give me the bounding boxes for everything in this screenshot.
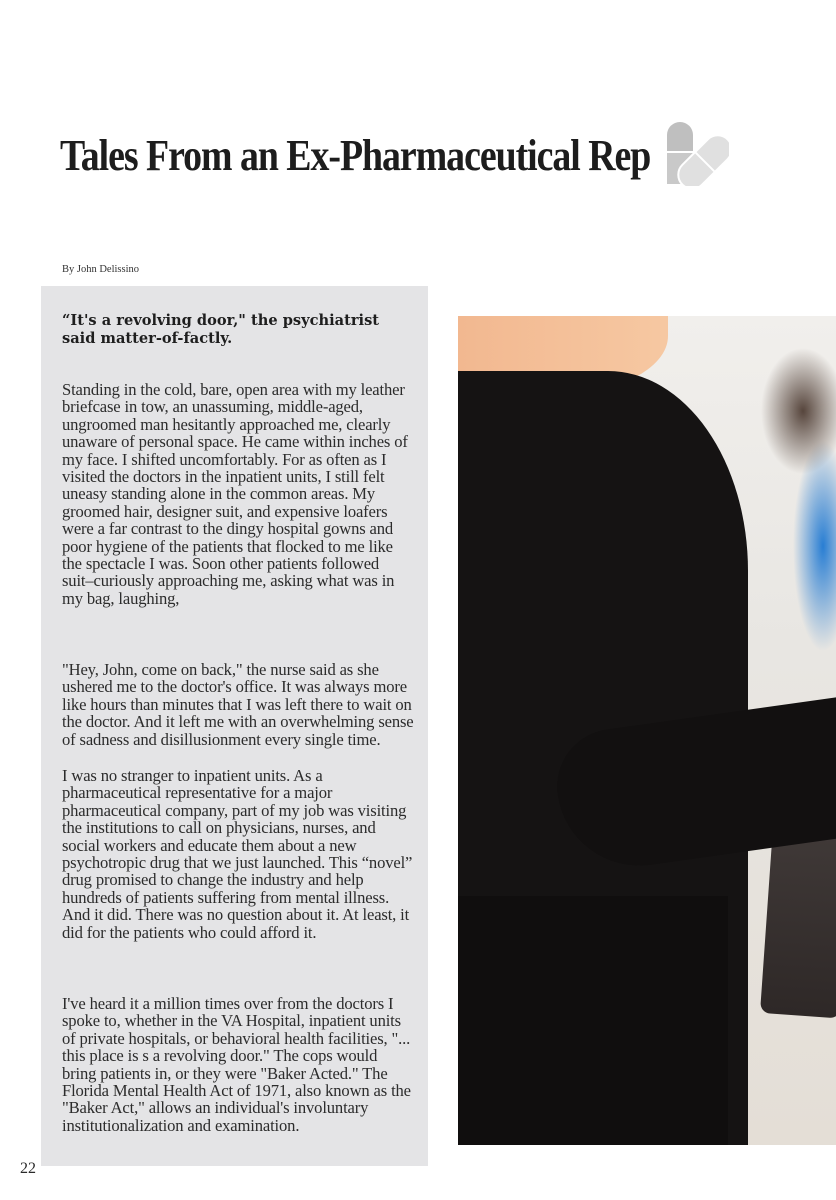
paragraph-3: I was no stranger to inpatient units. As a pharmaceutical representative for a major pharmaceutical company, part of my job was visiting the institutions to call on physicians, nurses, and social workers and educate them about a new psychotropic drug that we just launched. This “novel” drug promised to change the industry and help hundreds of patients suffering from mental illness. And it did. There was no question about it. At least, it did for the patients who could afford it. bbox=[62, 766, 413, 942]
photo-torso bbox=[458, 896, 728, 1145]
paragraph-2: "Hey, John, come on back," the nurse said as she ushered me to the doctor's office. It was always more like hours than minutes that I was left there to wait on the doctor. And it left me with an overwhelming sense of sadness and disillusionment every single time. bbox=[62, 660, 414, 749]
pill-capsules-icon bbox=[665, 122, 729, 186]
pull-quote: “It's a revolving door," the psychiatrist said matter-of-factly. bbox=[62, 312, 380, 347]
paragraph-4: I've heard it a million times over from the doctors I spoke to, whether in the VA Hospital, inpatient units of private hospitals, or behavioral health facilities, "... this place is s a revolving door." The cops would bring patients in, or they were "Baker Acted." The Florida Mental Health Act of 1971, also known as the "Baker Act," allows an individual's involuntary institutionalization and examination. bbox=[62, 994, 411, 1135]
page-number: 22 bbox=[20, 1160, 36, 1177]
paragraph-1: Standing in the cold, bare, open area with my leather briefcase in tow, an unassuming, middle-aged, ungroomed man hesitantly approached me, clearly unaware of personal space. He came within inches of my face. I shifted uncomfortably. For as often as I visited the doctors in the inpatient units, I still felt uneasy standing alone in the common areas. My groomed hair, designer suit, and expensive loafers were a far contrast to the dingy hospital gowns and poor hygiene of the patients that flocked to me like the spectacle I was. Soon other patients followed suit–curiously approaching me, asking what was in my bag, laughing, bbox=[62, 380, 408, 608]
byline: By John Delissino bbox=[62, 264, 140, 275]
article-title: Tales From an Ex-Pharmaceutical Rep bbox=[60, 130, 651, 180]
article-photo bbox=[458, 316, 836, 1145]
title-row bbox=[60, 120, 746, 190]
